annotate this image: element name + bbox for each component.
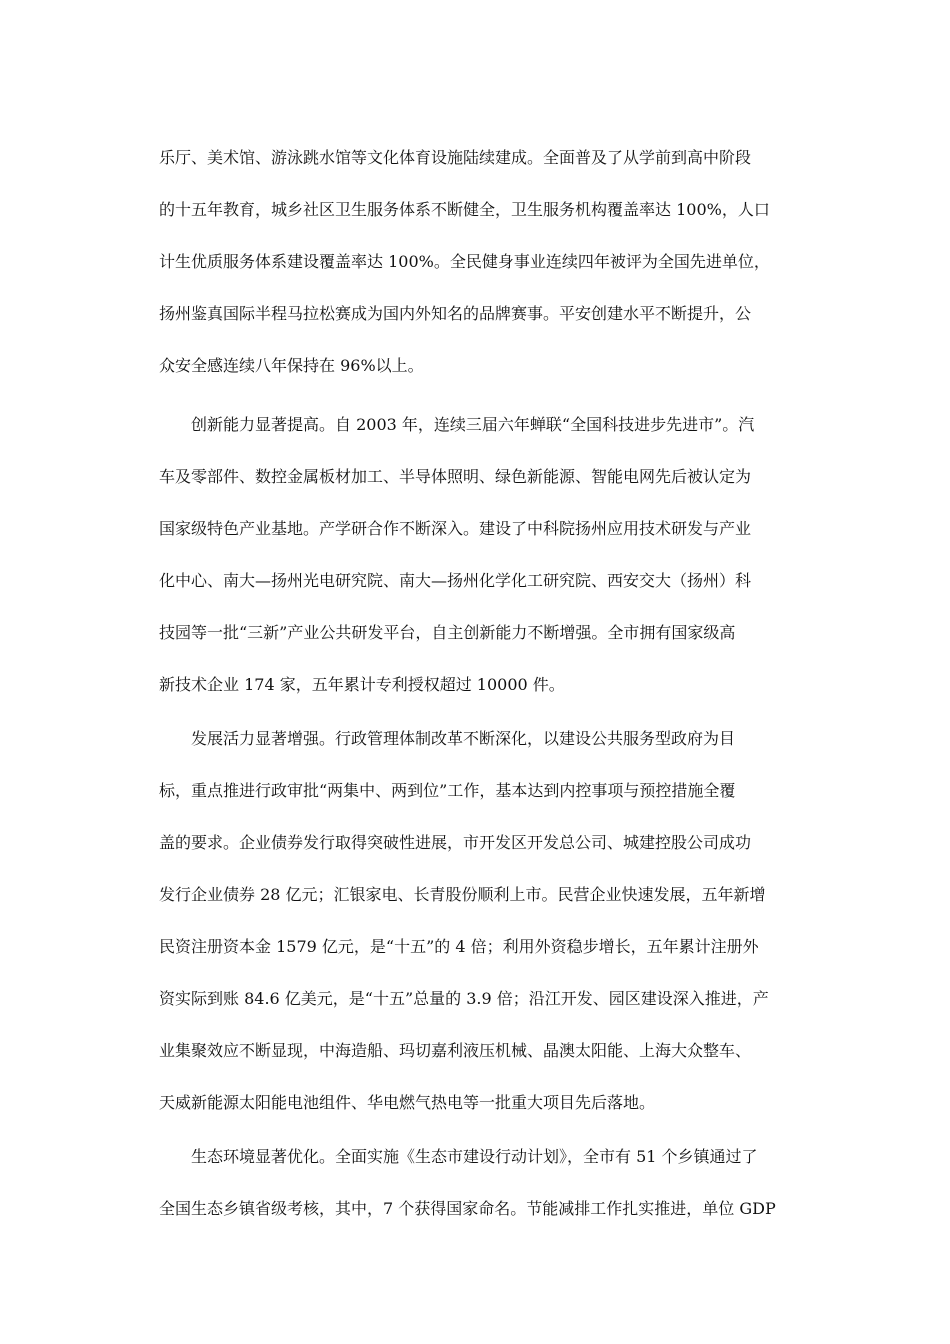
text-line: 众安全感连续八年保持在 96%以上。 [159, 356, 424, 375]
paragraph-culture-education [159, 132, 797, 392]
text-line: 生态环境显著优化。全面实施《生态市建设行动计划》，全市有 51 个乡镇通过了 [191, 1147, 758, 1166]
text-line: 化中心、南大—扬州光电研究院、南大—扬州化学化工研究院、西安交大（扬州）科 [159, 571, 752, 590]
text-line: 天威新能源太阳能电池组件、华电燃气热电等一批重大项目先后落地。 [159, 1093, 656, 1112]
text-line: 计生优质服务体系建设覆盖率达 100%。全民健身事业连续四年被评为全国先进单位， [159, 252, 770, 271]
text-line: 全国生态乡镇省级考核，其中，7 个获得国家命名。节能减排工作扎实推进，单位 GDP [159, 1199, 776, 1218]
text-line: 业集聚效应不断显现，中海造船、玛切嘉利液压机械、晶澳太阳能、上海大众整车、 [159, 1041, 752, 1060]
text-line: 的十五年教育，城乡社区卫生服务体系不断健全，卫生服务机构覆盖率达 100%，人口 [159, 200, 770, 219]
text-line: 盖的要求。企业债券发行取得突破性进展，市开发区开发总公司、城建控股公司成功 [159, 833, 752, 852]
text-line: 国家级特色产业基地。产学研合作不断深入。建设了中科院扬州应用技术研发与产业 [159, 519, 752, 538]
text-line: 扬州鉴真国际半程马拉松赛成为国内外知名的品牌赛事。平安创建水平不断提升，公 [159, 304, 752, 323]
text-line: 乐厅、美术馆、游泳跳水馆等文化体育设施陆续建成。全面普及了从学前到高中阶段 [159, 148, 752, 167]
text-line: 标，重点推进行政审批“两集中、两到位”工作，基本达到内控事项与预控措施全覆 [159, 781, 736, 800]
paragraph-development-vitality [159, 713, 797, 1129]
text-line: 资实际到账 84.6 亿美元，是“十五”总量的 3.9 倍；沿江开发、园区建设深入推进，产 [159, 989, 769, 1008]
paragraph-innovation [159, 399, 797, 711]
text-line: 新技术企业 174 家，五年累计专利授权超过 10000 件。 [159, 675, 565, 694]
text-line: 车及零部件、数控金属板材加工、半导体照明、绿色新能源、智能电网先后被认定为 [159, 467, 752, 486]
text-line: 发行企业债券 28 亿元；汇银家电、长青股份顺利上市。民营企业快速发展，五年新增 [159, 885, 766, 904]
text-line: 创新能力显著提高。自 2003 年，连续三届六年蝉联“全国科技进步先进市”。汽 [191, 415, 755, 434]
text-line: 技园等一批“三新”产业公共研发平台，自主创新能力不断增强。全市拥有国家级高 [159, 623, 736, 642]
text-line: 发展活力显著增强。行政管理体制改革不断深化，以建设公共服务型政府为目 [191, 729, 736, 748]
paragraph-ecology [159, 1131, 797, 1235]
text-line: 民资注册资本金 1579 亿元，是“十五”的 4 倍；利用外资稳步增长，五年累计注册外 [159, 937, 759, 956]
